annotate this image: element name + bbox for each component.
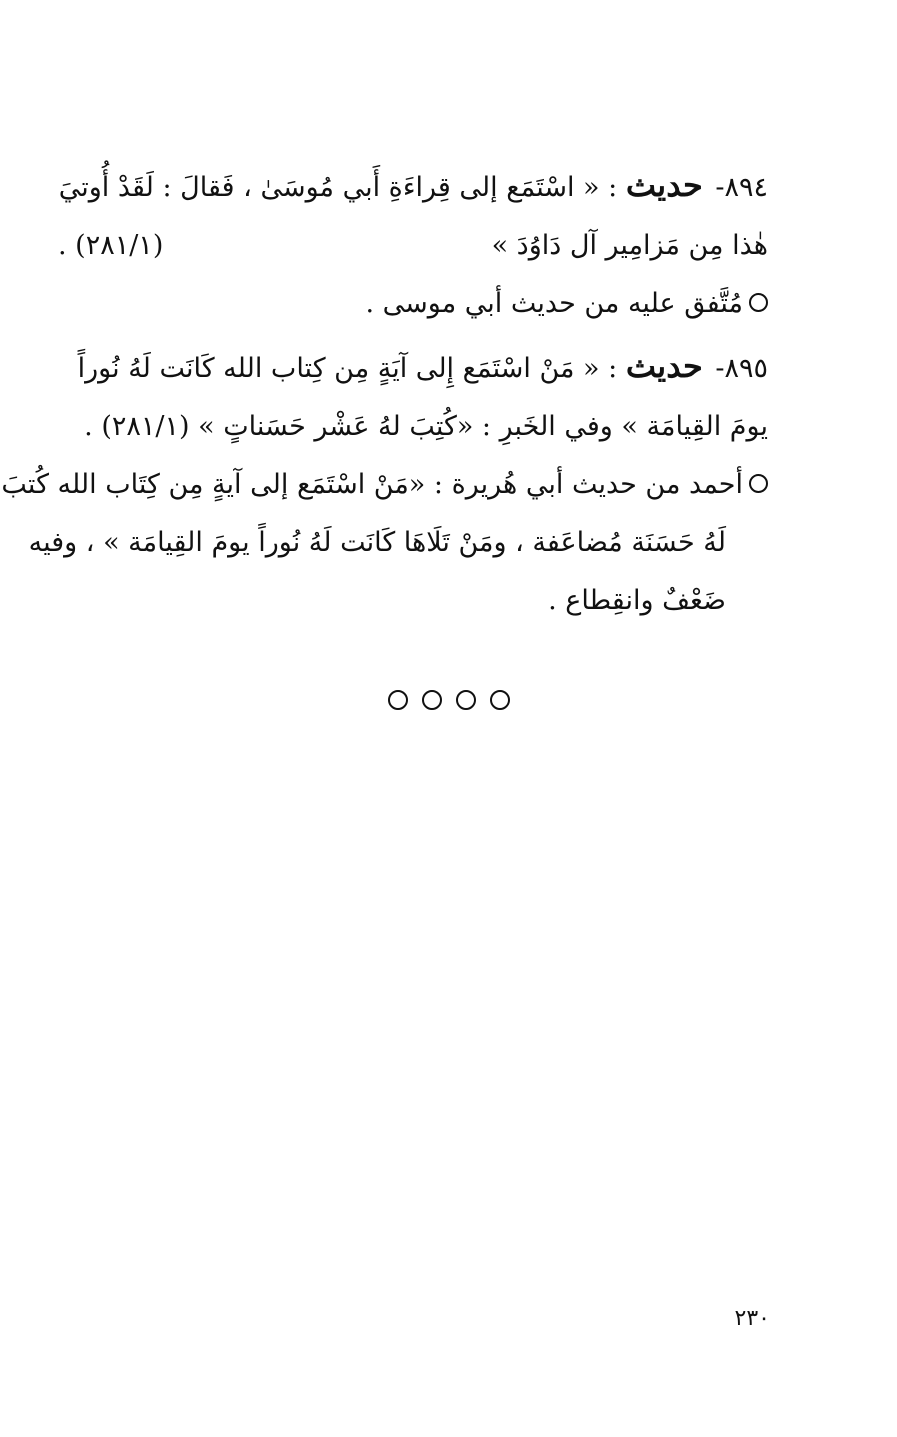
entry-note [58,275,768,333]
circle-bullet-icon [749,474,768,493]
entry-keyword: حديث [625,347,703,385]
circle-ornament-icon [490,690,510,710]
circle-bullet-icon [749,293,768,312]
entry-line-2 [58,217,768,275]
hadith-entry-895 [1,337,768,630]
entry-text: : « اسْتَمَع إلى قِراءَةِ أَبي مُوسَىٰ ، فَقالَ : لَقَدْ أُوتيَ [58,172,618,203]
note-text: لَهُ حَسَنَة مُضاعَفة ، ومَنْ تَلَاهَا كَانَت لَهُ نُوراً يومَ القِيامَة » ، وفيه [28,527,726,558]
entry-note-continued [58,572,768,630]
entry-note [1,456,768,514]
note-text: أحمد من حديث أبي هُريرة : «مَنْ اسْتَمَع إلى آيةٍ مِن كِتَاب الله كُتبَ [1,469,743,500]
note-text: مُتَّفق عليه من حديث أبي موسى . [365,288,743,319]
entry-text: : « مَنْ اسْتَمَع إِلى آيَةٍ مِن كِتاب الله كَانَت لَهُ نُوراً [77,353,618,384]
entry-line-1 [58,337,768,398]
page-number: ٢٣٠ [734,1306,770,1331]
circle-ornament-icon [456,690,476,710]
hadith-entry-894 [58,156,768,333]
entry-note-continued [28,514,768,572]
entry-text: هٰذا مِن مَزامِير آل دَاوُدَ » [491,230,768,261]
entry-number: ٨٩٤- [715,172,768,203]
note-text: ضَعْفٌ وانقِطاع . [548,585,726,616]
section-divider [0,690,897,710]
circle-ornament-icon [388,690,408,710]
entry-text: يومَ القِيامَة » وفي الخَبرِ : «كُتِبَ لهُ عَشْر حَسَناتٍ » (٢٨١/١) . [84,411,768,442]
entry-line-2 [58,398,768,456]
entry-line-1 [58,156,768,217]
circle-ornament-icon [422,690,442,710]
entry-keyword: حديث [625,166,703,204]
entry-reference: (٢٨١/١) . [58,230,164,261]
entry-number: ٨٩٥- [715,353,768,384]
